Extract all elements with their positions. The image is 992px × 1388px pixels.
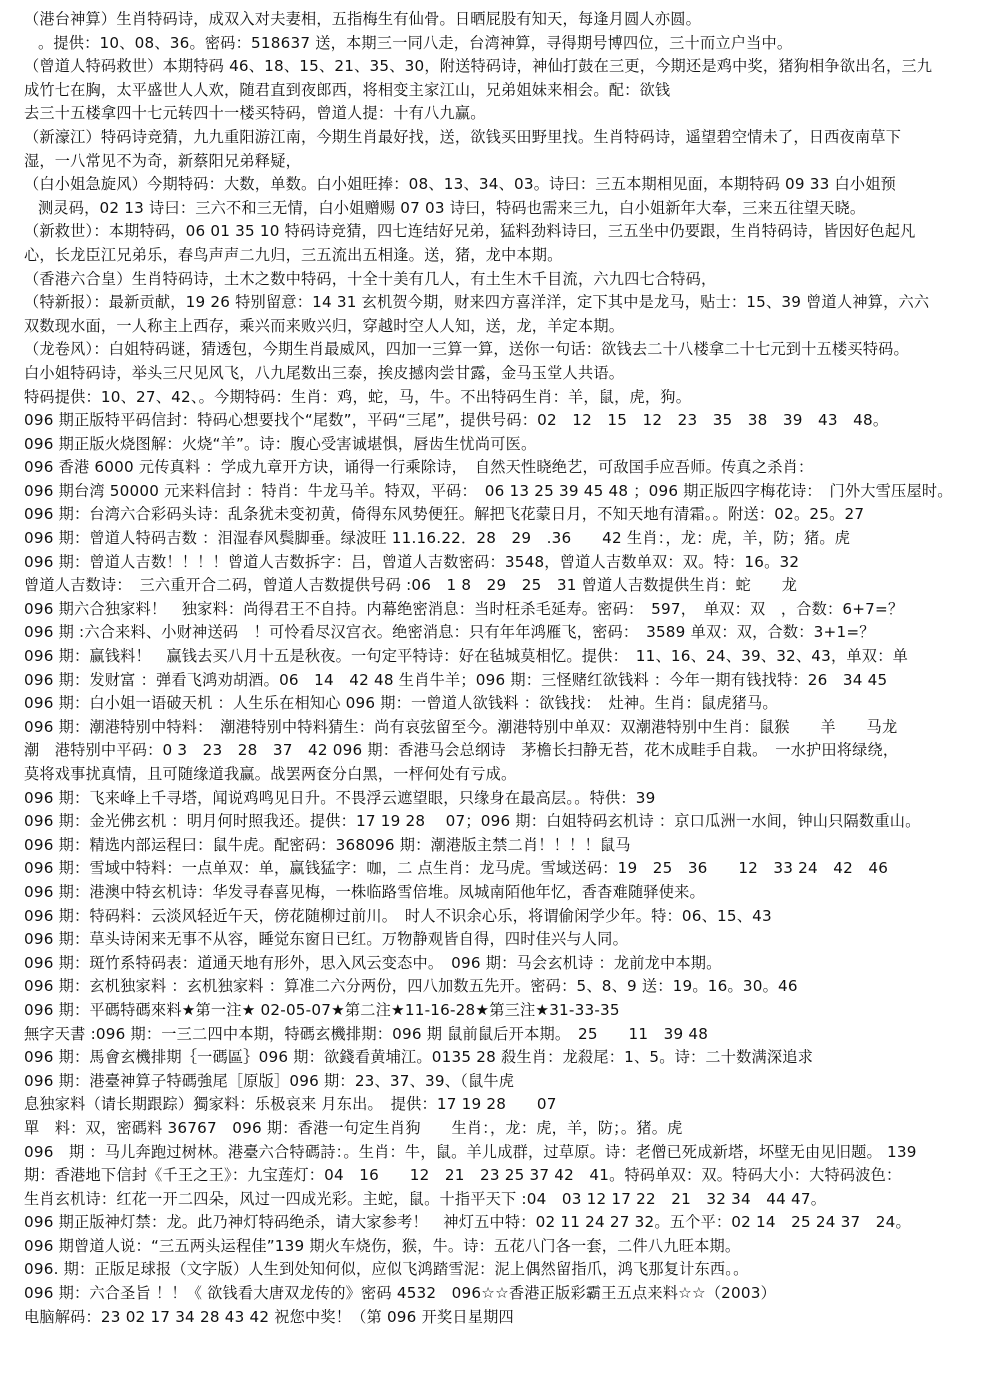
- text-line: 096 期：曾道人吉数！！！！曾道人吉数拆字：吕，曾道人吉数密码：3548，曾道人吉数单双：双。特：16。32: [24, 552, 800, 571]
- text-line: 096 期曾道人说：“三五两头运程佳”139 期火车烧伤，猴，牛。诗：五花八门各一套，二件八九旺本期。: [24, 1236, 741, 1255]
- text-line: 096 期 :六合来料、小财神送码 ！可怜看尽汉宫衣。绝密消息：只有年年鸿雁飞，密码： 3589 单双：双，合数：3+1=？: [24, 623, 875, 642]
- text-line: （白小姐急旋风）今期特码：大数，单数。白小姐旺捧：08、13、34、03。诗曰：三五本期相见面，本期特码 09 33 白小姐预: [24, 175, 897, 194]
- text-line: 096 期：台湾六合彩码头诗：乱条犹未变初黄，倚得东风势便狂。解把飞花蒙日月，不知天地有清霜。。附送：02。25。27: [24, 505, 865, 524]
- text-line: 096 香港 6000 元传真料 ：学成九章开方诀，诵得一行乘除诗， 自然天性晓绝艺，可敌国手应吾师。传真之杀肖：: [24, 458, 814, 477]
- text-line: 096 期：金光佛玄机 ：明月何时照我还。提供：17 19 28 07；096 期：白姐特码玄机诗 ：京口瓜洲一水间，钟山只隔数重山。: [24, 812, 921, 831]
- text-line: [24, 1329, 978, 1353]
- text-line: （新救世）：本期特码，06 01 35 10 特码诗竞猜，四七连结好兄弟，猛料劲料诗曰，三五坐中仍要跟，生肖特码诗，皆因好色起凡: [24, 222, 916, 241]
- text-line: 096 期：赢钱料！ 赢钱去买八月十五是秋夜。一句定平特诗：好在毡城莫相忆。提供： 11、16、24、39、32、43，单双：单: [24, 647, 908, 666]
- text-line: 096 期：特码料：云淡风轻近午天，傍花随柳过前川。 时人不识余心乐，将谓偷闲学少年。特：06、15、43: [24, 906, 772, 925]
- text-line: 無字天書 :096 期：一三二四中本期，特碼玄機排期：096 期 鼠前鼠后开本期。 25 11 39 48: [24, 1024, 709, 1043]
- text-line: 096 期：港臺神算子特碼強尾［原版］096 期：23、37、39、（鼠牛虎: [24, 1071, 515, 1090]
- text-line: 096 期：白小姐一语破天机 ：人生乐在相知心 096 期：一曾道人欲钱料 ：欲钱找： 灶神。生肖：鼠虎猪马。: [24, 694, 778, 713]
- text-line: 096 期：发财富 ：弹看飞鸿劝胡酒。06 14 42 48 生肖牛羊；096 期：三怪赌红欲钱料 ：今年一期有钱找特：26 34 45: [24, 670, 888, 689]
- text-line: 。提供：10、08、36。密码：518637 送，本期三一同八走，台湾神算，寻得期号博四位，三十而立户当中。: [38, 33, 793, 52]
- text-line: 去三十五楼拿四十七元转四十一楼买特码，曾道人提：十有八九赢。: [24, 104, 486, 123]
- text-line: 双数现水面，一人称主上西存，乘兴而来败兴归，穿越时空人人知，送，龙，羊定本期。: [24, 316, 625, 335]
- text-line: （香港六合皇）生肖特码诗，土木之数中特码，十全十美有几人，有土生木千目流，六九四七合特码，: [24, 269, 717, 288]
- text-line: 096 期台湾 50000 元来料信封 ：特肖：牛龙马羊。特双，平码： 06 13 25 39 45 48 ；096 期正版四字梅花诗： 门外大雪压屋时。: [24, 481, 953, 500]
- text-line: （特新报）：最新贡献，19 26 特别留意：14 31 玄机贺今期，财来四方喜洋洋，定下其中是龙马，贴士：15、39 曾道人神算，六六: [24, 293, 930, 312]
- text-line: 096 期：斑竹系特码表：道通天地有形外，思入风云变态中。 096 期：马会玄机诗 ：龙前龙中本期。: [24, 953, 722, 972]
- text-line: 096 期：雪域中特料：一点单双：单，赢钱猛字：咖，二 点生肖：龙马虎。雪域送码：19 25 36 12 33 24 42 46: [24, 859, 889, 878]
- text-line: 096 期正版特平码信封：特码心想要找个“尾数”，平码“三尾”，提供号码：02 12 15 12 23 35 38 39 43 48。: [24, 411, 889, 430]
- text-line: 096. 期：正版足球报（文字版）人生到处知何似，应似飞鸿踏雪泥：泥上偶然留指爪，鸿飞那复计东西。。: [24, 1260, 749, 1279]
- text-line: 白小姐特码诗，举头三尺见风飞，八九尾数出三泰，挨皮撼肉尝甘露，金马玉堂人共语。: [24, 363, 625, 382]
- text-line: 096 期六合独家料！ 独家料：尚得君王不自持。内幕绝密消息：当时枉杀毛延寿。密码： 597， 单双：双 ，合数：6+7=？: [24, 599, 904, 618]
- text-line: 成竹七在胸，太平盛世人人欢，随君直到夜郎西，将相变主家江山，兄弟姐妹来相会。配：欲钱: [24, 80, 671, 99]
- text-line: 096 期正版火烧图解：火烧“羊”。诗：腹心受害诚堪惧，唇齿生忧尚可医。: [24, 434, 537, 453]
- text-line: 096 期：精选内部运程曰：鼠牛虎。配密码：368096 期：潮港版主禁二肖！！！！鼠马: [24, 835, 631, 854]
- text-line: （新濠江）特码诗竞猜，九九重阳游江南，今期生肖最好找，送，欲钱买田野里找。生肖特码诗，遥望碧空情未了，日西夜南草下: [24, 127, 902, 146]
- text-line: 096 期正版神灯禁：龙。此乃神灯特码绝杀，请大家参考！ 神灯五中特：02 11 24 27 32。五个平：02 14 25 24 37 24。: [24, 1213, 911, 1232]
- text-line: 096 期 ：马儿奔跑过树林。港臺六合特碼詩：。生肖：牛，鼠。羊儿成群，过草原。诗：老僧已死成新塔，坏壁无由见旧题。 139: [24, 1142, 917, 1161]
- text-line: （曾道人特码救世）本期特码 46、18、15、21、35、30，附送特码诗，神仙打鼓在三更，今期还是鸡中奖，猪狗相争欲出名，三九: [24, 57, 933, 76]
- text-line: 息独家料（请长期跟踪）獨家料：乐极哀来 月东出。 提供：17 19 28 07: [24, 1095, 557, 1114]
- text-line: 期：香港地下信封《千王之王》：九宝莲灯：04 16 12 21 23 25 37 42 41。特码单双：双。特码大小：大特码波色：: [24, 1166, 902, 1185]
- text-line: 096 期：平碼特碼來料★第一注★ 02-05-07★第二注★11-16-28★第三注★31-33-35: [24, 1000, 620, 1019]
- text-line: （港台神算）生肖特码诗，成双入对夫妻相，五指梅生有仙骨。日晒屁股有知天，每逢月圆人亦圆。: [24, 10, 702, 28]
- text-line: 电脑解码：23 02 17 34 28 43 42 祝您中奖！（第 096 开奖日星期四: [24, 1307, 514, 1326]
- text-line: 096 期：馬會玄機排期｛一碼區｝096 期：欲錢看黄埔江。0135 28 殺生肖：龙殺尾：1、5。诗：二十数满深追求: [24, 1048, 814, 1067]
- text-line: 莫将戏事扰真情，且可随缘道我赢。战罢两奁分白黑，一枰何处有亏成。: [24, 765, 517, 783]
- text-line: 096 期：潮港特别中特料： 潮港特别中特料猜生：尚有哀弦留至今。潮港特别中单双：双潮港特别中生肖：鼠猴 羊 马龙: [24, 717, 898, 736]
- text-line: 單 料：双，密碼料 36767 096 期：香港一句定生肖狗 生肖：，龙：虎，羊，防；。猪。虎: [24, 1118, 683, 1137]
- text-line: 096 期：曾道人特码吉数 ：泪湿春风鬓脚垂。绿波旺 11.16.22．28 29 .36 42 生肖：，龙：虎，羊，防；猪。虎: [24, 529, 851, 548]
- text-line: 湿，一八常见不为奇，新蔡阳兄弟释疑，: [24, 151, 301, 170]
- text-line: 096 期：六合圣旨 ！！《 欲钱看大唐双龙传的》密码 4532 096☆☆香港正版彩霸王五点来料☆☆（2003）: [24, 1284, 777, 1303]
- text-line: 096 期：玄机独家料 ：玄机独家料 ：算准二六分两份，四八加数五先开。密码：5、8、9 送：19。16。30。46: [24, 977, 798, 996]
- text-line: 测灵码，02 13 诗曰：三六不和三无情，白小姐赠赐 07 03 诗曰，特码也需来三九，白小姐新年大奉，三来五往望天晓。: [38, 198, 866, 217]
- text-line: 096 期：飞来峰上千寻塔，闻说鸡鸣见日升。不畏浮云遮望眼，只缘身在最高层。。特供：39: [24, 788, 656, 807]
- text-line: 潮 港特别中平码：0 3 23 28 37 42 096 期：香港马会总纲诗 茅檐长扫静无苔，花木成畦手自栽。 一水护田将绿绕，: [24, 741, 899, 760]
- text-line: 096 期：港澳中特玄机诗：华发寻春喜见梅，一株临路雪倍堆。凤城南陌他年忆，香杳难随驿使来。: [24, 882, 705, 901]
- text-line: 096 期：草头诗闲来无事不从容，睡觉东窗日已红。万物静观皆自得，四时佳兴与人同。: [24, 930, 628, 949]
- text-line: 生肖玄机诗：红花一开二四朵，风过一四成光彩。主蛇，鼠。十指平天下 :04 03 12 17 22 21 32 34 44 47。: [24, 1189, 827, 1208]
- text-line: 特码提供：10、27、42、。今期特码：生肖：鸡，蛇，马，牛。不出特码生肖：羊，鼠，虎，狗。: [24, 387, 692, 406]
- text-line: （龙卷风）：白姐特码谜，猜透包，今期生肖最威风，四加一三算一算，送你一句话：欲钱去二十八楼拿二十七元到十五楼买特码。: [24, 340, 909, 359]
- text-line: 曾道人吉数诗： 三六重开合二码，曾道人吉数提供号码 :06 1 8 29 25 31 曾道人吉数提供生肖：蛇 龙: [24, 576, 798, 595]
- text-line: 心，长龙臣江兄弟乐，春鸟声声二九归，三五流出五相逢。送，猪，龙中本期。: [24, 245, 563, 264]
